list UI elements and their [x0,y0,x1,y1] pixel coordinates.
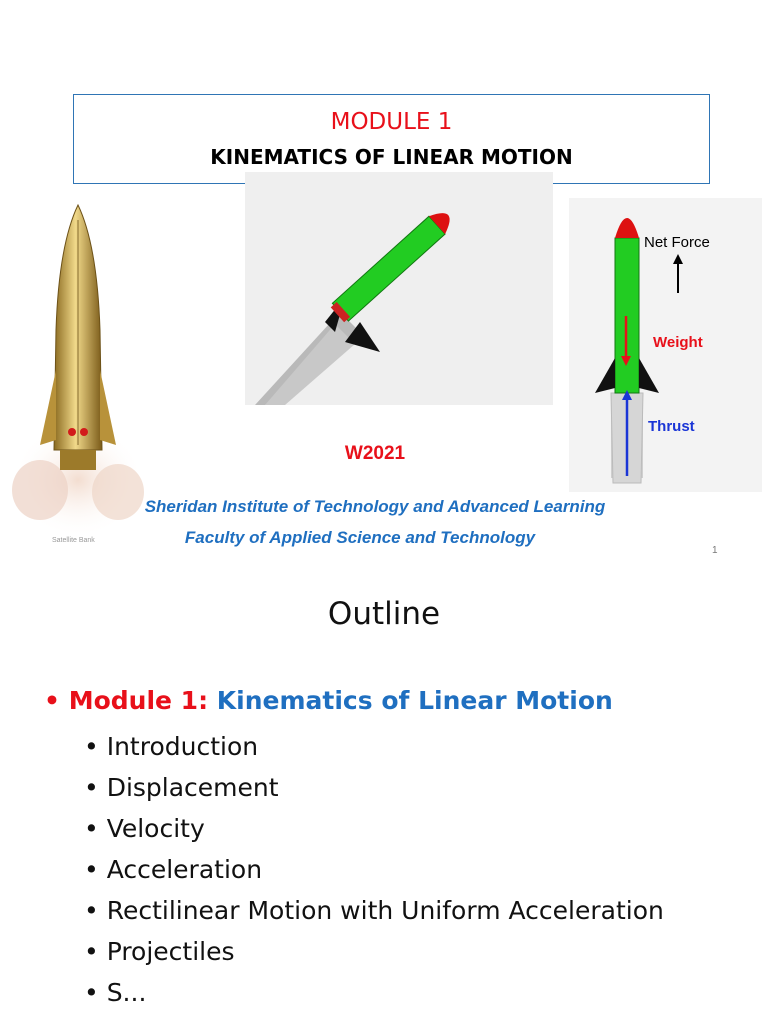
net-force-label: Net Force [644,234,710,251]
module-name: Kinematics of Linear Motion [216,686,613,715]
module-bullet: • [44,686,60,715]
topic-item: • Velocity [84,814,205,843]
title-box [73,94,710,184]
topic-item: • Rectilinear Motion with Uniform Acceleration [84,896,664,925]
module-label: MODULE 1 [330,109,453,135]
green-rocket-image [245,172,553,405]
outline-title: Outline [327,596,441,632]
module-prefix: Module 1: [68,686,209,715]
topic-list [84,726,744,1013]
faculty-name: Faculty of Applied Science and Technology [184,528,536,547]
topic-item: • S... [84,978,147,1007]
weight-label: Weight [653,334,703,351]
term-label: W2021 [344,443,406,464]
thrust-label: Thrust [648,418,695,435]
topic-item: • Introduction [84,732,259,761]
figure-credit: Satellite Bank [52,537,95,544]
module-heading [44,686,613,715]
institution-name: Sheridan Institute of Technology and Advanced Learning [144,497,606,516]
topic-item: • Projectiles [84,937,235,966]
golden-rocket-image [10,200,145,540]
page-number: 1 [712,545,718,556]
module-title: KINEMATICS OF LINEAR MOTION [210,145,573,169]
force-diagram [569,198,762,492]
topic-item: • Displacement [84,773,279,802]
topic-item: • Acceleration [84,855,263,884]
